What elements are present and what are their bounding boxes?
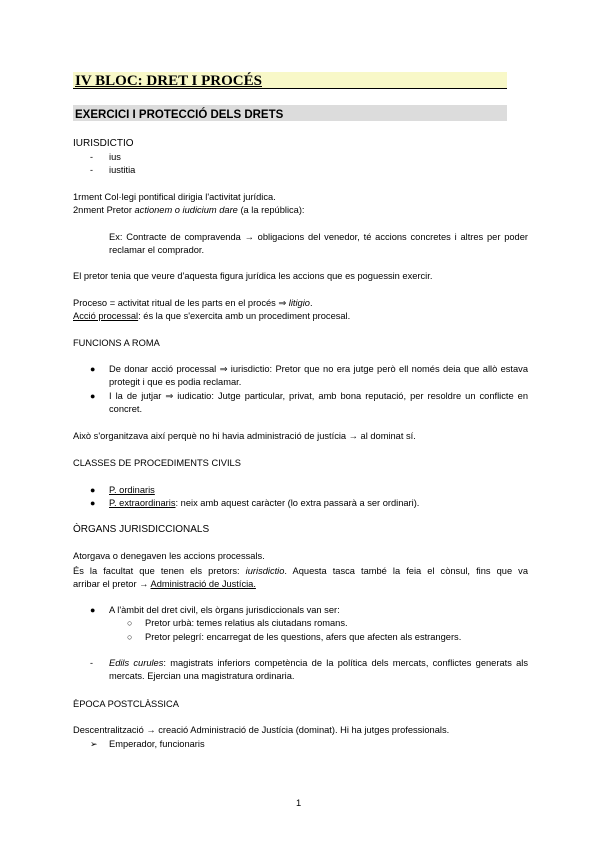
postclassica-heading: ÈPOCA POSTCLÀSSICA: [73, 699, 179, 709]
dot-bullet: ●: [90, 364, 96, 374]
list-item: iustitia: [109, 165, 136, 175]
sub-list-item: Pretor urbà: temes relatius als ciutadans romans.: [145, 618, 348, 628]
funcions-heading: FUNCIONS A ROMA: [73, 338, 160, 348]
organs-heading: ÒRGANS JURISDICCIONALS: [73, 524, 210, 535]
block-title-bar: [73, 72, 507, 89]
paragraph: 1rment Col·legi pontifical dirigia l'activitat jurídica.: [73, 192, 276, 202]
paragraph: Atorgava o denegaven les accions processals.: [73, 551, 265, 561]
list-item: P. ordinaris: [109, 485, 155, 495]
dot-bullet: ●: [90, 391, 96, 401]
section-title: EXERCICI I PROTECCIÓ DELS DRETS: [75, 109, 284, 121]
section-title-bar: [73, 105, 507, 121]
paragraph: És la facultat que tenen els pretors: iurisdictio. Aquesta tasca també la feia el cònsul, fins que va: [73, 566, 528, 576]
dash-bullet: -: [90, 165, 93, 175]
list-item: Edils curules: magistrats inferiors competència de la política dels mercats, conflictes generats als mercats. Ejercian una magistratura ordinaria.: [109, 658, 528, 681]
dot-bullet: ●: [90, 605, 96, 615]
paragraph: Acció processal: és la que s'exercita amb un procediment procesal.: [73, 311, 351, 321]
list-item: A l'àmbit del dret civil, els òrgans jurisdiccionals van ser:: [109, 605, 340, 615]
list-item: Emperador, funcionaris: [109, 739, 205, 749]
sub-list-item: Pretor pelegrí: encarregat de les questions, afers que afecten als estrangers.: [145, 632, 462, 642]
dash-bullet: -: [90, 658, 93, 668]
paragraph: Descentralització → creació Administració de Justícia (dominat). Hi ha jutges professionals.: [73, 725, 450, 735]
list-item: P. extraordinaris: neix amb aquest caràcter (lo extra passarà a ser ordinari).: [109, 498, 420, 508]
circle-bullet: ○: [127, 618, 133, 628]
list-item: De donar acció processal ⇒ iurisdictio: Pretor que no era jutge però ell només deia que allò estava protegit i que es podia reclamar.: [109, 364, 528, 387]
dot-bullet: ●: [90, 498, 96, 508]
paragraph: Proceso = activitat ritual de les parts en el procés ⇒ litigio.: [73, 298, 313, 308]
paragraph: 2nment Pretor actionem o iudicium dare (a la república):: [73, 205, 305, 215]
paragraph: arribar el pretor → Administració de Justícia.: [73, 579, 256, 589]
page-number: 1: [296, 798, 302, 808]
block-title: IV BLOC: DRET I PROCÉS: [75, 73, 262, 89]
paragraph: Això s'organitzava així perquè no hi havia administració de justícia → al dominat sí.: [73, 431, 416, 441]
classes-heading: CLASSES DE PROCEDIMENTS CIVILS: [73, 458, 241, 468]
paragraph: El pretor tenia que veure d'aquesta figura jurídica les accions que es poguessin exercir.: [73, 271, 433, 281]
arrow-bullet-icon: ➢: [90, 739, 98, 749]
iurisdictio-heading: IURISDICTIO: [73, 138, 134, 149]
list-item: ius: [109, 152, 121, 162]
dash-bullet: -: [90, 152, 93, 162]
list-item: I la de jutjar ⇒ iudicatio: Jutge particular, privat, amb bona reputació, per resoldre un conflicte en concret.: [109, 391, 528, 414]
circle-bullet: ○: [127, 632, 133, 642]
dot-bullet: ●: [90, 485, 96, 495]
example-paragraph: Ex: Contracte de compravenda → obligacions del venedor, té accions concretes i altres per poder reclamar el comprador.: [109, 232, 528, 255]
